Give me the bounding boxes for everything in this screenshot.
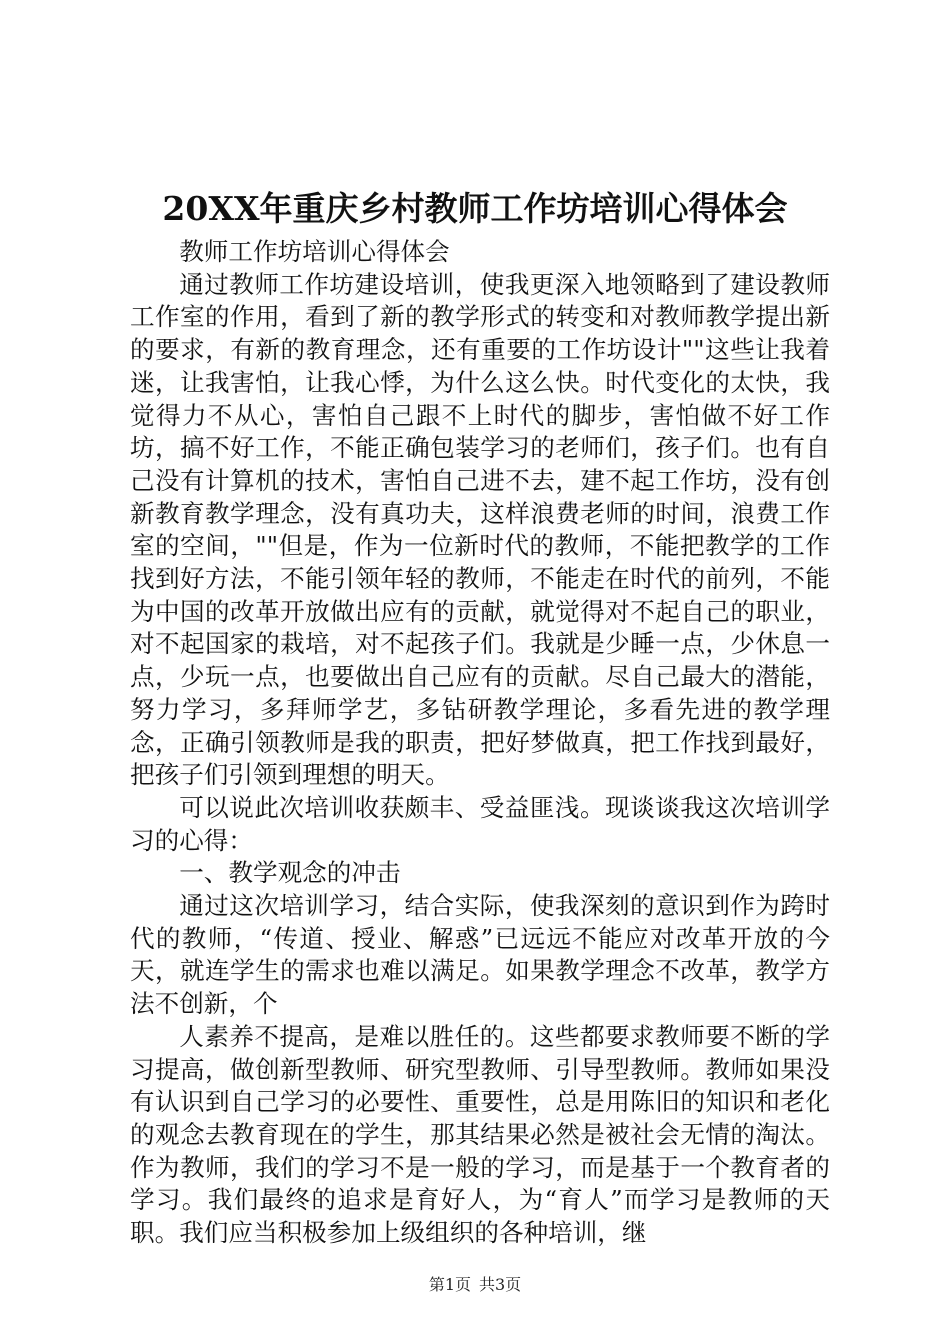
paragraph: 可以说此次培训收获颇丰、受益匪浅。现谈谈我这次培训学习的心得： — [130, 792, 830, 855]
paragraph: 人素养不提高，是难以胜任的。这些都要求教师要不断的学习提高，做创新型教师、研究型教师、引导型教师。教师如果没有认识到自己学习的必要性、重要性，总是用陈旧的知识和老化的观念去教育现在的学生，那其结果必然是被社会无情的淘汰。作为教师，我们的学习不是一般的学习，而是基于一个教育者的学习。我们最终的追求是育好人，为“育人”而学习是教师的天职。我们应当积极参加上级组织的各种培训，继 — [130, 1021, 830, 1248]
document-body — [130, 236, 830, 1250]
page-footer — [0, 1274, 950, 1296]
page-number: 第1页 — [428, 1275, 471, 1294]
paragraph: 通过教师工作坊建设培训，使我更深入地领略到了建设教师工作室的作用，看到了新的教学形式的转变和对教师教学提出新的要求，有新的教育理念，还有重要的工作坊设计""这些让我着迷，让我害怕，让我心悸，为什么这么快。时代变化的太快，我觉得力不从心，害怕自己跟不上时代的脚步，害怕做不好工作坊，搞不好工作，不能正确包装学习的老师们，孩子们。也有自己没有计算机的技术，害怕自己进不去，建不起工作坊，没有创新教育教学理念，没有真功夫，这样浪费老师的时间，浪费工作室的空间，""但是，作为一位新时代的教师，不能把教学的工作找到好方法，不能引领年轻的教师，不能走在时代的前列，不能为中国的改革开放做出应有的贡献，就觉得对不起自己的职业，对不起国家的栽培，对不起孩子们。我就是少睡一点，少休息一点，少玩一点，也要做出自己应有的贡献。尽自己最大的潜能，努力学习，多拜师学艺，多钻研教学理论，多看先进的教学理念，正确引领教师是我的职责，把好梦做真，把工作找到最好，把孩子们引领到理想的明天。 — [130, 269, 830, 790]
section-heading: 一、教学观念的冲击 — [179, 858, 401, 888]
paragraph: 通过这次培训学习，结合实际，使我深刻的意识到作为跨时代的教师，“传道、授业、解惑”已远远不能应对改革开放的今天，就连学生的需求也难以满足。如果教学理念不改革，教学方法不创新，个 — [130, 891, 830, 1019]
page-total: 共3页 — [479, 1275, 522, 1294]
document-title: 20XX年重庆乡村教师工作坊培训心得体会 — [162, 189, 788, 228]
paragraph-subtitle: 教师工作坊培训心得体会 — [179, 237, 450, 266]
